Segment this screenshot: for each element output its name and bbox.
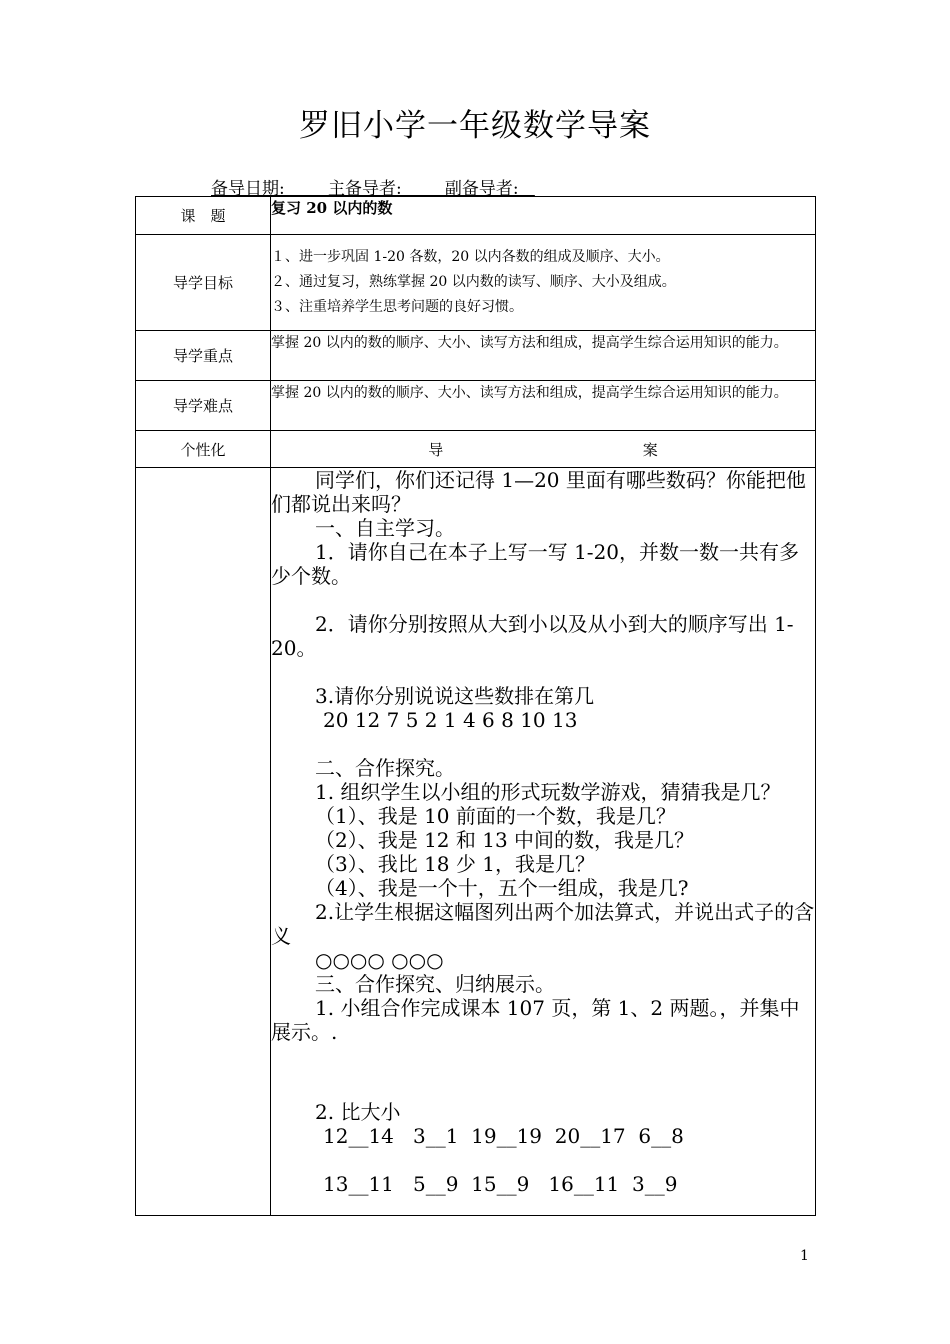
row-difficulty [136, 381, 816, 431]
section-heading: 三、合作探究、归纳展示。 [315, 972, 555, 996]
label-key: 导学重点 [136, 331, 271, 381]
question-text: 1. 组织学生以小组的形式玩数学游戏，猜猜我是几？ [315, 780, 781, 804]
question-text: 1. 小组合作完成课本 107 页，第 1、2 两题。，并集中展示。. [271, 996, 800, 1044]
label-personal: 个性化 [136, 431, 271, 468]
guide-body [271, 468, 816, 1216]
riddle-item: （3）、我比 18 少 1，我是几？ [315, 852, 595, 876]
question-text: 2.让学生根据这幅图列出两个加法算式，并说出式子的含义 [271, 900, 815, 948]
row-body [136, 468, 816, 1216]
personal-notes-cell [136, 468, 271, 1216]
goal-item: １、进一步巩固 1-20 各数，20 以内各数的组成及顺序、大小。 [271, 249, 670, 265]
key-point: 掌握 20 以内的数的顺序、大小、读写方法和组成，提高学生综合运用知识的能力。 [271, 331, 816, 381]
circle-figure: ○○○○ ○○○ [315, 948, 444, 972]
guide-header [271, 431, 816, 468]
guide-header-char: 导 [428, 440, 444, 459]
label-goals: 导学目标 [136, 235, 271, 331]
compare-row: 12__14 3__1 19__19 20__17 6__8 [323, 1124, 684, 1148]
goal-item: ２、通过复习，熟练掌握 20 以内数的读写、顺序、大小及组成。 [271, 274, 676, 290]
goals-cell [271, 235, 816, 331]
goal-item: ３、注重培养学生思考问题的良好习惯。 [271, 299, 523, 315]
row-header [136, 431, 816, 468]
label-difficulty: 导学难点 [136, 381, 271, 431]
section-heading: 一、自主学习。 [315, 516, 455, 540]
riddle-item: （1）、我是 10 前面的一个数，我是几？ [315, 804, 676, 828]
row-key [136, 331, 816, 381]
meta-line: 备导日期: 主备导者: 副备导者: [211, 179, 535, 199]
topic-value: 复习 20 以内的数 [271, 197, 816, 235]
question-text: 3.请你分别说说这些数排在第几 [315, 684, 595, 708]
guide-header-char: 案 [642, 440, 658, 459]
riddle-item: （4）、我是一个十，五个一组成，我是几? [315, 876, 689, 900]
lesson-table [135, 196, 816, 1216]
row-goals [136, 235, 816, 331]
section-heading: 二、合作探究。 [315, 756, 455, 780]
number-sequence: 20 12 7 5 2 1 4 6 8 10 13 [323, 708, 578, 732]
compare-row: 13__11 5__9 15__9 16__11 3__9 [323, 1172, 678, 1196]
page-title: 罗旧小学一年级数学导案 [299, 108, 651, 144]
riddle-item: （2）、我是 12 和 13 中间的数，我是几？ [315, 828, 695, 852]
intro-text: 同学们，你们还记得 1—20 里面有哪些数码？你能把他们都说出来吗？ [271, 468, 806, 516]
label-topic: 课 题 [136, 197, 271, 235]
difficult-point: 掌握 20 以内的数的顺序、大小、读写方法和组成，提高学生综合运用知识的能力。 [271, 381, 816, 431]
question-text: 1．请你自己在本子上写一写 1-20，并数一数一共有多少个数。 [271, 540, 800, 588]
page-number: 1 [800, 1248, 809, 1264]
question-text: 2．请你分别按照从大到小以及从小到大的顺序写出 1-20。 [271, 612, 794, 660]
question-text: 2. 比大小 [315, 1100, 401, 1124]
row-topic [136, 197, 816, 235]
